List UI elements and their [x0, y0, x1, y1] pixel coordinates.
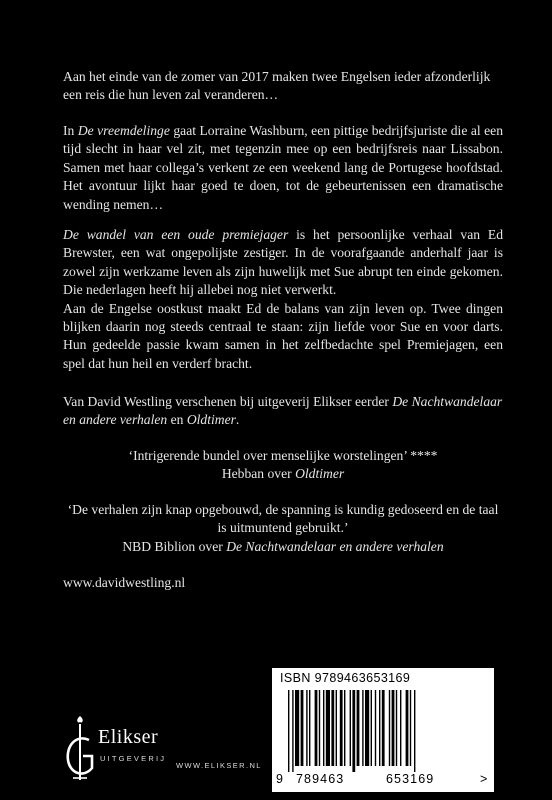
publisher-logo [62, 710, 192, 790]
elikser-emblem-icon [62, 710, 98, 790]
story1-title: De vreemdelinge [77, 123, 170, 138]
story2-title: De wandel van een oude premiejager [63, 227, 289, 242]
quote-1: ‘Intrigerende bundel over menselijke worstelingen’ **** Hebban over Oldtimer [128, 448, 438, 482]
other-works-paragraph: Van David Westling verschenen bij uitgeverij Elikser eerder De Nachtwandelaar en andere verhalen en Oldtimer. [63, 394, 503, 428]
isbn-barcode: ISBN 9789463653169 9 789463 653169 > [272, 668, 494, 792]
isbn-label: ISBN 9789463653169 [280, 671, 411, 685]
quote-2: ‘De verhalen zijn knap opgebouwd, de spanning is kundig gedoseerd en de taal is uitmuntend gebruikt.’ NBD Biblion over De Nachtwandelaar en andere verhalen [67, 502, 499, 554]
intro-paragraph: Aan het einde van de zomer van 2017 maken twee Engelsen ieder afzonderlijk een reis die hun leven zal veranderen… [63, 69, 491, 103]
barcode-bars [284, 690, 484, 772]
publisher-website[interactable]: WWW.ELIKSER.NL [176, 761, 262, 770]
story2-paragraph: De wandel van een oude premiejager is het persoonlijke verhaal van Ed Brewster, een wat ongepolijste zestiger. In de voorafgaande anderhalf jaar is zowel zijn werkzame leven als zijn huwelijk met Sue abrupt ten einde gekomen. Die nederlagen heeft hij allebei nog niet verwerkt. Aan de Engelse oostkust maakt Ed de balans van zijn leven op. Twee dingen blijken daarin nog steeds centraal te staan: zijn liefde voor Sue en voor darts. Hun gedeelde passie kwam samen in het zelfbedachte spel Premiejagen, een spel dat hun heil en verderf bracht. [63, 227, 503, 371]
publisher-subtitle: UITGEVERIJ [100, 754, 167, 763]
publisher-name: Elikser [98, 726, 159, 748]
author-website[interactable]: www.davidwestling.nl [63, 575, 186, 590]
story1-paragraph: In De vreemdelinge gaat Lorraine Washburn, een pittige bedrijfsjuriste die al een tijd slecht in haar vel zit, met tegenzin mee op een bedrijfsreis naar Lissabon. Samen met haar collega’s verkent ze een weekend lang de Portugese hoofdstad. Het avontuur lijkt haar goed te doen, tot de gebeurtenissen een dramatische wending nemen… [63, 123, 503, 212]
